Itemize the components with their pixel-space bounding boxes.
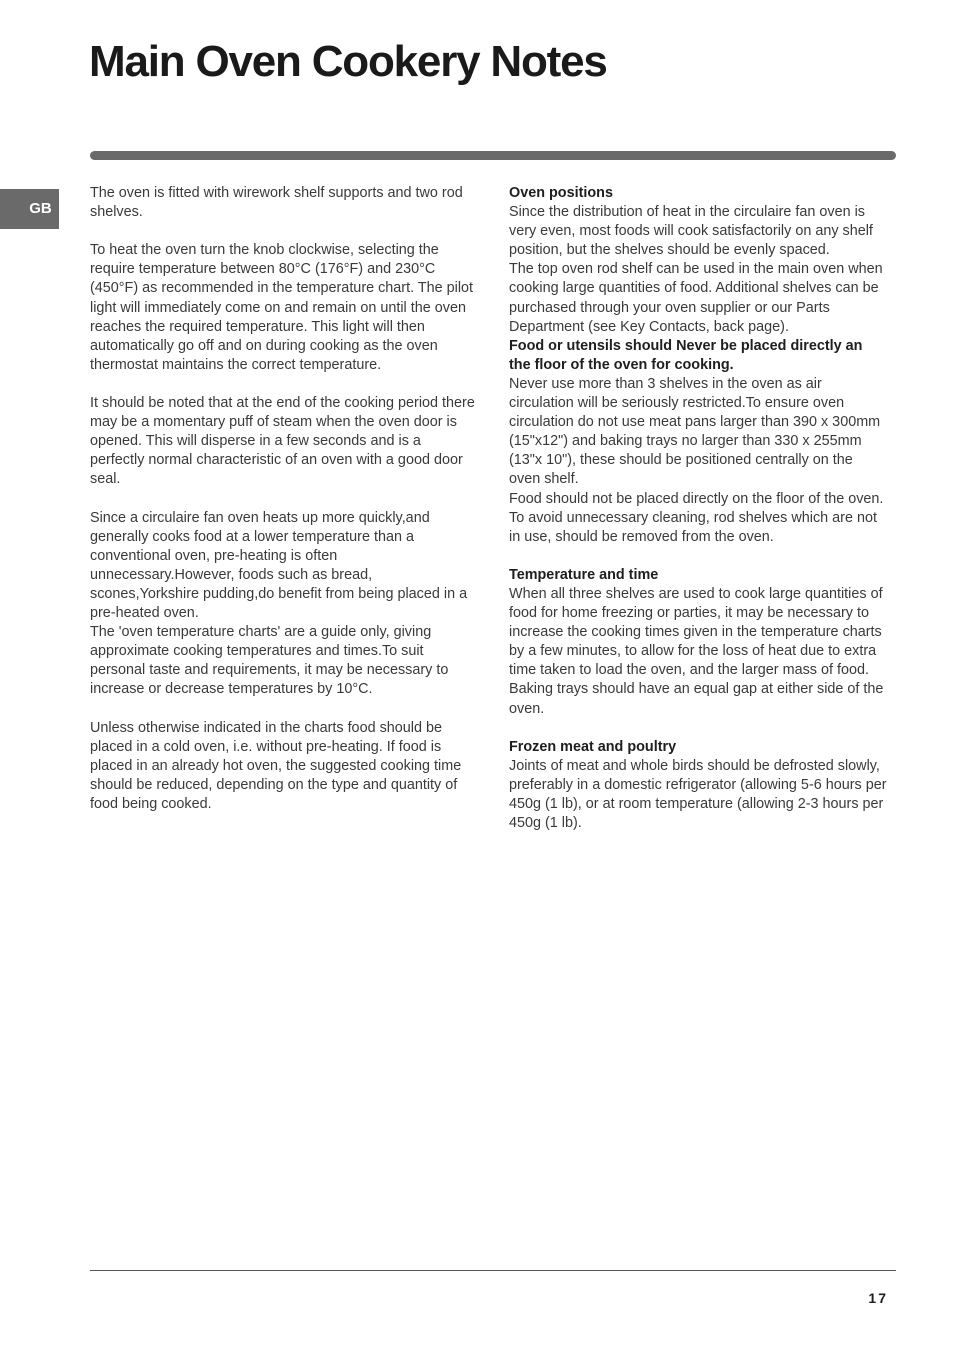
page-number: 17 <box>868 1290 888 1306</box>
page-title: Main Oven Cookery Notes <box>89 37 607 86</box>
oven-positions-paragraph-3: Never use more than 3 shelves in the oven as air circulation will be seriously restricted.To ensure oven circulation do not use meat pans larger than 390 x 300mm (15"x12") and baking trays no larger than 330 x 255mm (13"x 10"), these should be positioned centrally on the oven shelf. <box>509 375 881 488</box>
language-tab: GB <box>0 189 59 229</box>
heating-paragraph: To heat the oven turn the knob clockwise, selecting the require temperature between 80°C (176°F) and 230°C (450°F) as recommended in the temperature chart. The pilot light will immediately come on and remain on until the oven reaches the required temperature. This light will then automatically go off and on during cooking as the oven thermostat maintains the correct temperature. <box>90 242 474 373</box>
cold-oven-paragraph: Unless otherwise indicated in the charts food should be placed in a cold oven, i.e. without pre-heating. If food is placed in an already hot oven, the suggested cooking time should be reduced, depending on the type and quantity of food being cooked. <box>90 719 462 812</box>
left-column <box>90 184 475 814</box>
preheat-paragraph: Since a circulaire fan oven heats up more quickly,and generally cooks food at a lower temperature than a conventional oven, pre-heating is often unnecessary.However, foods such as bread, scones,Yorkshire pudding,do benefit from being placed in a pre-heated oven. <box>90 509 468 622</box>
temperature-time-paragraph: When all three shelves are used to cook large quantities of food for home freezing or parties, it may be necessary to increase the cooking times given in the temperature charts by a few minutes, to allow for the loss of heat due to extra time taken to load the oven, and the larger mass of food. Baking trays should have an equal gap at either side of the oven. <box>509 585 884 717</box>
frozen-meat-heading: Frozen meat and poultry <box>509 738 677 755</box>
oven-positions-paragraph-4: Food should not be placed directly on the floor of the oven. To avoid unnecessary cleaning, rod shelves which are not in use, should be removed from the oven. <box>509 490 884 545</box>
oven-positions-paragraph-1: Since the distribution of heat in the circulaire fan oven is very even, most foods will cook satisfactorily on any shelf position, but the shelves should be evenly spaced. <box>509 204 873 259</box>
footer-divider <box>90 1270 896 1271</box>
frozen-meat-paragraph: Joints of meat and whole birds should be defrosted slowly, preferably in a domestic refrigerator (allowing 5-6 hours per 450g (1 lb), or at room temperature (allowing 2-3 hours per 450g (1 lb). <box>509 757 887 832</box>
intro-paragraph: The oven is fitted with wirework shelf supports and two rod shelves. <box>90 185 463 221</box>
oven-positions-paragraph-2: The top oven rod shelf can be used in the main oven when cooking large quantities of food. Additional shelves can be purchased through your oven supplier or our Parts Department (see Key Contacts, back page). <box>509 261 883 335</box>
temperature-charts-paragraph: The 'oven temperature charts' are a guide only, giving approximate cooking temperatures and times.To suit personal taste and requirements, it may be necessary to increase or decrease temperatures by 10°C. <box>90 624 449 698</box>
floor-warning: Food or utensils should Never be placed directly an the floor of the oven for cooking. <box>509 337 863 373</box>
title-divider <box>90 151 896 160</box>
right-column <box>509 184 887 833</box>
steam-paragraph: It should be noted that at the end of the cooking period there may be a momentary puff of steam when the oven door is opened. This will disperse in a few seconds and is a perfectly normal characteristic of an oven with a good door seal. <box>90 395 475 488</box>
oven-positions-heading: Oven positions <box>509 185 613 201</box>
temperature-time-heading: Temperature and time <box>509 566 659 583</box>
